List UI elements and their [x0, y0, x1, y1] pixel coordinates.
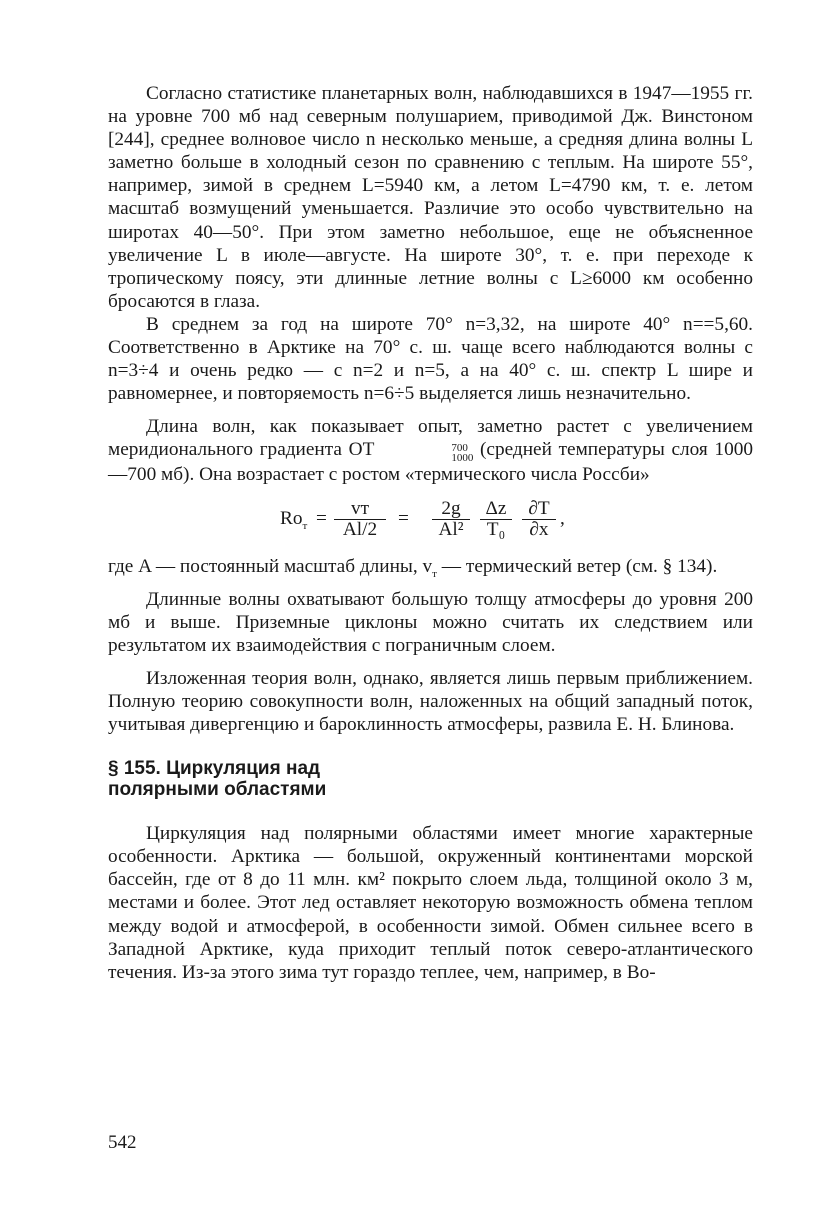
formula-lhs: $Ro_т$ — [280, 507, 308, 532]
page-body — [108, 82, 753, 984]
paragraph-wave-length — [108, 415, 753, 486]
fraction-1-numerator: vт — [334, 499, 386, 520]
thermal-wind-sub: т — [432, 567, 437, 580]
paragraph-planetary-waves: Согласно статистике планетарных волн, наблюдавшихся в 1947—1955 гг. на уровне 700 мб над северным полушарием, приводимой Дж. Винстоном [244], среднее волновое число n несколько меньше, а средняя длина волны L заметно больше в холодный сезон по сравнению с теплым. На широте 55°, например, зимой в среднем L=5940 км, а летом L=4790 км, т. е. летом масштаб возмущений уменьшается. Различие это особо чувствительно на широтах 40—50°. При этом заметно небольшое, еще не объясненное увеличение L в июле—августе. На широте 30°, т. е. при переходе к тропическому поясу, эти длинные летние волны с L≥6000 км особенно бросаются в глаза. — [108, 83, 753, 312]
fraction-1 — [334, 499, 386, 540]
text-after-ot: (средней температуры слоя 1000—700 мб). Она возрастает с ростом «термического числа Россби» — [108, 439, 753, 486]
text-thermal-wind: — термический ветер (см. § 134). — [436, 555, 718, 577]
fraction-4 — [522, 499, 556, 540]
paragraph-where-a — [108, 555, 753, 578]
paragraph-polar-circulation: Циркуляция над полярными областями имеет многие характерные особенности. Арктика — большой, окруженный континентами морской бассейн, где от 8 до 11 млн. км² покрыто слоем льда, толщиной около 3 м, местами и более. Этот лед оставляет некоторую возможность обмена теплом между водой и атмосферой, в особенности зимой. Обмен сильнее всего в Западной Арктике, куда приходит теплый поток северо-атлантического течения. Из-за этого зима тут гораздо теплее, чем, например, в Во- — [108, 823, 753, 983]
section-heading: § 155. Циркуляция над полярными областями — [108, 758, 327, 801]
text-before-ot: Длина волн, как показывает опыт, заметно растет с увеличением меридионального градиента OT — [108, 416, 753, 461]
ot-indices — [374, 438, 473, 463]
fraction-3 — [480, 499, 512, 540]
formula-equals-1: = — [316, 507, 327, 529]
formula-lhs-sub: т — [302, 519, 308, 532]
formula-equals-2: = — [398, 507, 409, 529]
fraction-2-numerator: 2g — [432, 499, 470, 520]
fraction-1-denominator: Al/2 — [342, 518, 378, 540]
rossby-formula — [108, 489, 753, 555]
fraction-2-denominator: Al² — [438, 518, 464, 540]
fraction-3-numerator: Δz — [480, 499, 512, 520]
paragraph-theory: Изложенная теория волн, однако, является лишь первым приближением. Полную теорию совокупности волн, наложенных на общий западный поток, учитывая дивергенцию и бароклинность атмосферы, развила Е. Н. Блинова. — [108, 667, 753, 736]
ot-superscript: 700 — [451, 442, 468, 455]
fraction-3-denominator: T₀ — [486, 518, 506, 540]
ot-subscript: 1000 — [451, 452, 474, 465]
fraction-2 — [432, 499, 470, 540]
fraction-4-numerator: ∂T — [522, 499, 556, 520]
fraction-4-denominator: ∂x — [529, 518, 549, 540]
paragraph-long-waves: Длинные волны охватывают большую толщу атмосферы до уровня 200 мб и выше. Приземные циклоны можно считать их следствием или результатом их взаимодействия с пограничным слоем. — [108, 588, 753, 656]
paragraph-annual-mean: В среднем за год на широте 70° n=3,32, на широте 40° n==5,60. Соответственно в Арктике на 70° с. ш. чаще всего наблюдаются волны с n=3÷4 и очень редко — с n=2 и n=5, а на 40° с. ш. спектр L шире и равномернее, и повторяемость n=6÷5 выделяется лишь незначительно. — [108, 313, 753, 405]
text-where-a: где A — постоянный масштаб длины, v — [108, 555, 433, 577]
formula-comma: , — [560, 507, 565, 529]
page-number: 542 — [108, 1132, 137, 1153]
